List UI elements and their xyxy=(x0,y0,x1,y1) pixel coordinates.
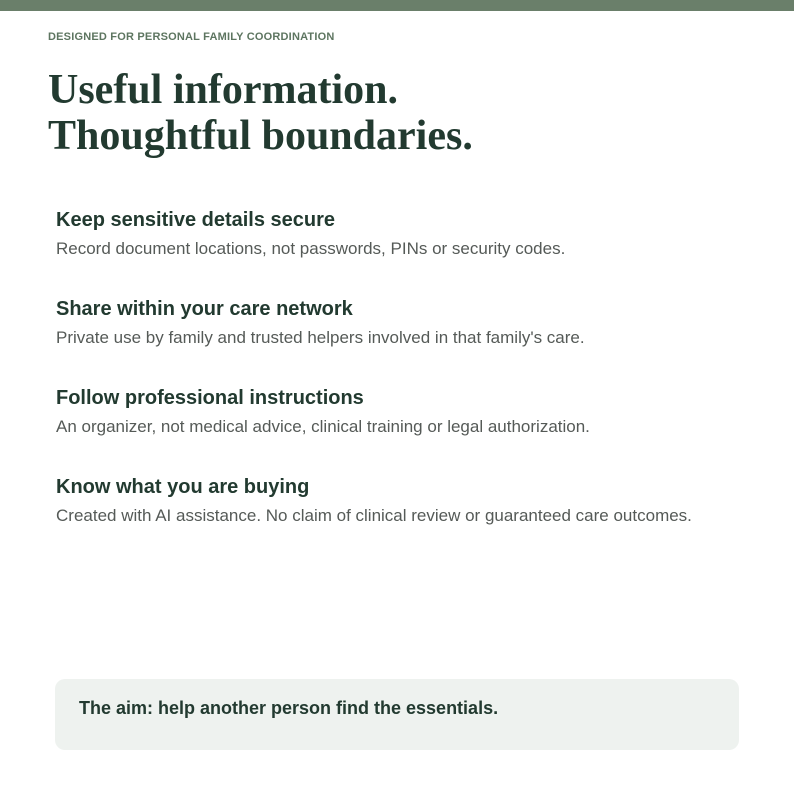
point-title: Keep sensitive details secure xyxy=(56,209,336,231)
point-title: Share within your care network xyxy=(56,298,353,320)
point-know-what-you-are-buying xyxy=(56,473,756,562)
point-description: An organizer, not medical advice, clinical training or legal authorization. xyxy=(56,417,590,436)
point-follow-professional-instructions xyxy=(56,384,756,473)
boundary-points-list xyxy=(56,206,756,562)
top-accent-bar xyxy=(0,0,794,11)
aim-callout xyxy=(55,679,739,750)
point-title: Know what you are buying xyxy=(56,476,310,498)
point-share-within-care-network xyxy=(56,295,756,384)
point-description: Created with AI assistance. No claim of clinical review or guaranteed care outcomes. xyxy=(56,506,692,525)
point-keep-sensitive-details-secure xyxy=(56,206,756,295)
headline-line-1: Useful information. xyxy=(48,67,398,113)
point-description: Private use by family and trusted helpers involved in that family's care. xyxy=(56,328,585,347)
aim-statement: The aim: help another person find the essentials. xyxy=(79,698,499,718)
point-title: Follow professional instructions xyxy=(56,387,364,409)
point-description: Record document locations, not passwords, PINs or security codes. xyxy=(56,239,566,258)
eyebrow-label: DESIGNED FOR PERSONAL FAMILY COORDINATION xyxy=(48,31,335,43)
headline-line-2: Thoughtful boundaries. xyxy=(48,113,473,159)
page-headline xyxy=(48,67,473,159)
